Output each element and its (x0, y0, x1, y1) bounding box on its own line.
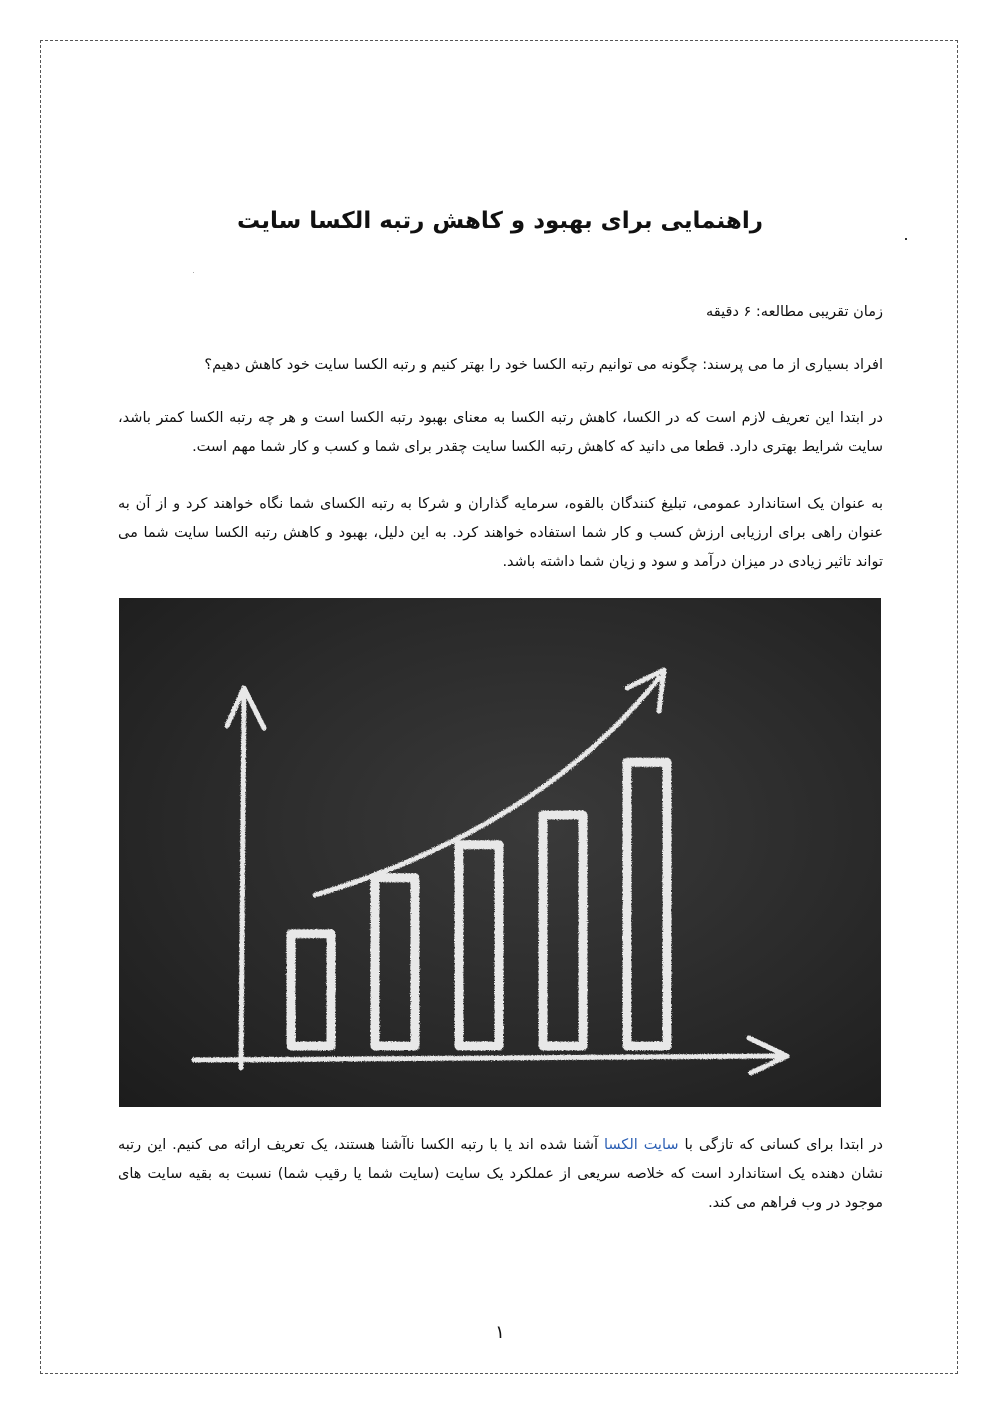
x-axis-line (194, 1056, 784, 1060)
after-image-text-end: آشنا شده اند یا با رتبه الکسا ناآشنا هستند، یک تعریف ارائه می کنیم. این رتبه نشان دهنده یک استاندارد است که خلاصه سریعی از عملکرد یک سایت (سایت شما یا رقیب شما) نسبت به بقیه سایت های موجود در وب فراهم می کند. (118, 1137, 883, 1211)
chalk-bar (375, 878, 415, 1046)
page-title: راهنمایی برای بهبود و کاهش رتبه الکسا سایت (237, 208, 763, 234)
chalk-bar (291, 934, 331, 1046)
chalk-drawing (119, 598, 881, 1107)
chalk-bar (627, 762, 667, 1046)
stray-dot (905, 238, 907, 240)
reading-time: زمان تقریبی مطالعه: ۶ دقیقه (706, 304, 883, 320)
chalkboard-chart-image (119, 598, 881, 1107)
intro-question: افراد بسیاری از ما می پرسند: چگونه می توانیم رتبه الکسا خود را بهتر کنیم و رتبه الکسا سایت خود کاهش دهیم؟ (204, 357, 883, 373)
after-image-paragraph (118, 1131, 883, 1218)
y-axis-line (241, 690, 244, 1068)
stray-dot (193, 272, 194, 273)
growth-curve-main (315, 678, 659, 895)
chalk-bar (459, 845, 499, 1046)
definition-paragraph: در ابتدا این تعریف لازم است که در الکسا، کاهش رتبه الکسا به معنای بهبود رتبه الکسا است و هر چه رتبه الکسا کمتر باشد، سایت شرایط بهتری دارد. قطعا می دانید که کاهش رتبه الکسا سایت چقدر برای شما و کسب و کار شما مهم است. (118, 410, 883, 455)
standard-paragraph: به عنوان یک استاندارد عمومی، تبلیغ کنندگان بالقوه، سرمایه گذاران و شرکا به رتبه الکسای شما نگاه خواهند کرد و از آن به عنوان راهی برای ارزیابی ارزش کسب و کار شما استفاده خواهند کرد. به این دلیل، بهبود و کاهش رتبه الکسا سایت شما می تواند تاثیر زیادی در میزان درآمد و سود و زیان شما داشته باشد. (118, 496, 883, 570)
chalk-bar (543, 815, 583, 1046)
after-image-text-start: در ابتدا برای کسانی که تازگی با (678, 1137, 884, 1153)
page-number: ۱ (495, 1322, 505, 1343)
alexa-site-link[interactable]: سایت الکسا (603, 1137, 679, 1153)
